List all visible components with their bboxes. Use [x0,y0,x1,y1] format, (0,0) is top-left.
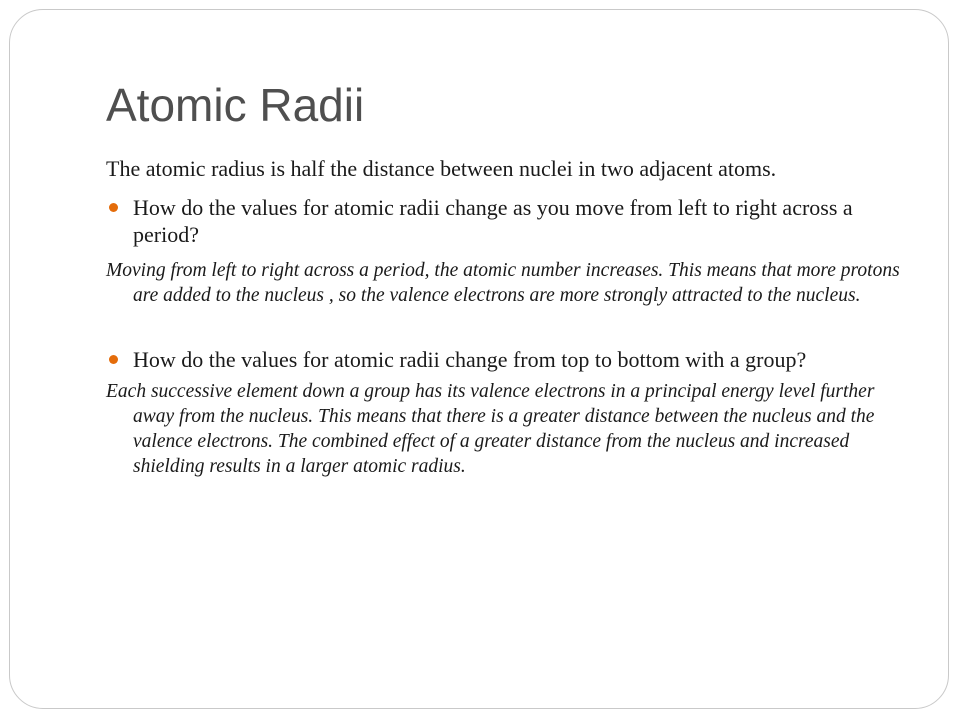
bullet-dot-icon [109,203,118,212]
answer-2-paragraph: Each successive element down a group has its valence electrons in a principal energy level further away from the nucleus. This means that there is a greater distance between the nucleus and the valence electrons. The combined effect of a greater distance from the nucleus and increased shielding results in a larger atomic radius. [106,381,875,477]
slide-body [106,155,906,479]
question-1-bullet [106,194,906,248]
bullet-dot-icon [109,355,118,364]
question-2-bullet [106,346,906,373]
question-1-text: How do the values for atomic radii change as you move from left to right across a period? [133,195,853,247]
intro-paragraph: The atomic radius is half the distance between nuclei in two adjacent atoms. [106,156,777,181]
slide-title: Atomic Radii [106,79,365,131]
answer-1-paragraph: Moving from left to right across a period, the atomic number increases. This means that more protons are added to the nucleus , so the valence electrons are more strongly attracted to the nucleus. [106,260,900,306]
question-2-text: How do the values for atomic radii change from top to bottom with a group? [133,347,807,372]
